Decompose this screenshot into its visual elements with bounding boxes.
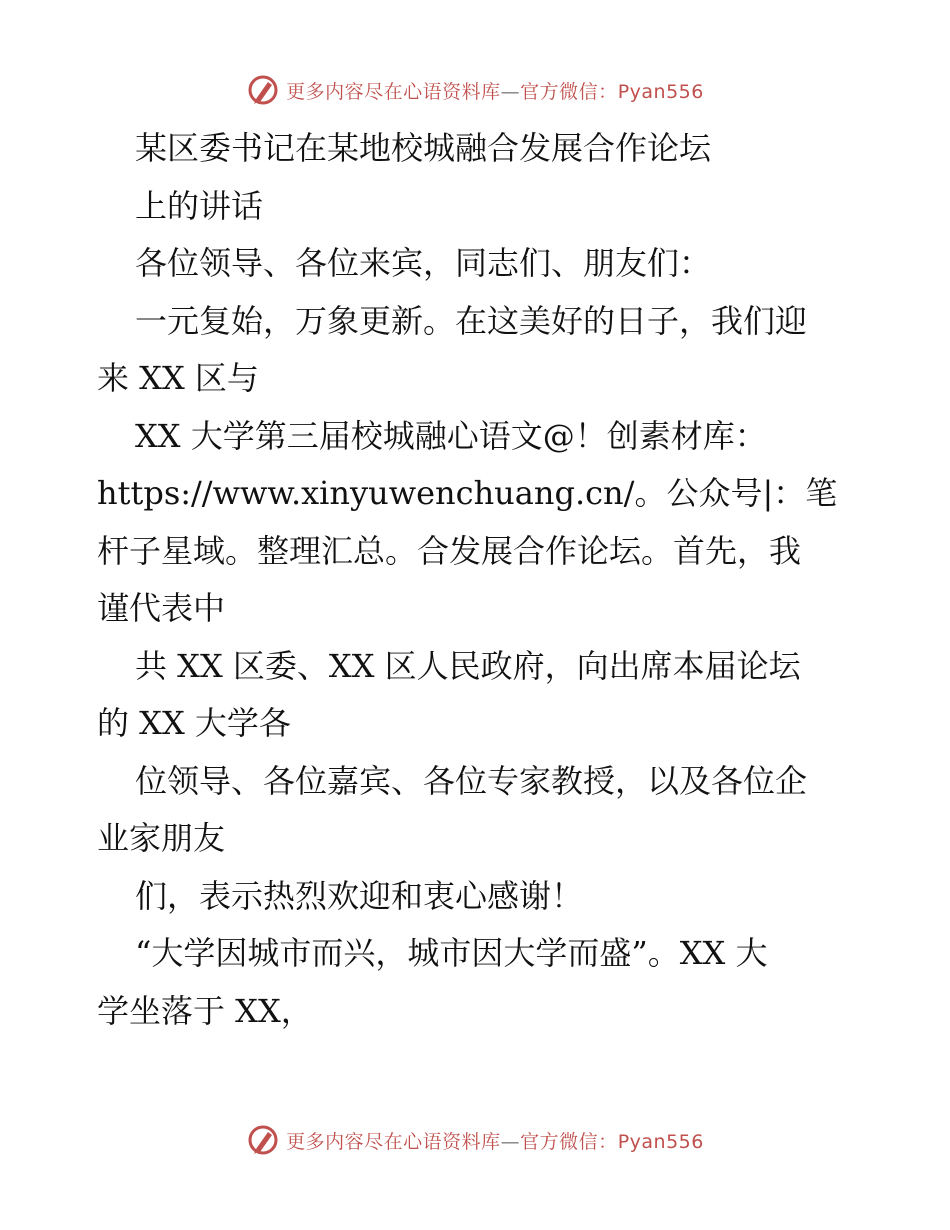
banner-title: 更多内容尽在心语资料库 xyxy=(286,1130,501,1153)
banner-dash: — xyxy=(500,1130,521,1153)
header-banner xyxy=(0,70,950,110)
paragraph-line: 们，表示热烈欢迎和衷心感谢！ xyxy=(135,876,584,915)
paragraph-line: 谨代表中 xyxy=(97,589,226,627)
paragraph-line: 位领导、各位嘉宾、各位专家教授，以及各位企 xyxy=(135,761,808,800)
paragraph-line: 来 XX 区与 xyxy=(97,359,259,397)
salutation: 各位领导、各位来宾，同志们、朋友们： xyxy=(135,244,712,282)
banner-wechat-label: 官方微信： xyxy=(520,80,618,103)
paragraph-line: 业家朋友 xyxy=(97,819,226,857)
banner-dash: — xyxy=(500,80,521,103)
title-line-2: 上的讲话 xyxy=(135,186,264,225)
title-line-1: 某区委书记在某地校城融合发展合作论坛 xyxy=(135,129,712,167)
banner-wechat-id: Pyan556 xyxy=(617,1130,704,1153)
document-body xyxy=(97,120,857,1040)
pen-logo-icon xyxy=(246,73,280,107)
footer-banner xyxy=(0,1120,950,1160)
banner-wechat-label: 官方微信： xyxy=(520,1130,618,1153)
paragraph-line: 杆子星域。整理汇总。合发展合作论坛。首先，我 xyxy=(97,531,802,570)
pen-logo-icon xyxy=(246,1123,280,1157)
paragraph-line: 共 XX 区委、XX 区人民政府，向出席本届论坛 xyxy=(135,646,801,685)
paragraph-line: 学坐落于 XX， xyxy=(97,991,313,1030)
paragraph-line: “大学因城市而兴，城市因大学而盛”。XX 大 xyxy=(135,934,768,972)
paragraph-line: 的 XX 大学各 xyxy=(97,704,291,742)
paragraph-line: 一元复始，万象更新。在这美好的日子，我们迎 xyxy=(135,301,808,340)
paragraph-line: XX 大学第三届校城融心语文@！创素材库： xyxy=(135,416,767,455)
paragraph-line: https://www.xinyuwenchuang.cn/。公众号|：笔 xyxy=(97,474,838,512)
banner-wechat-id: Pyan556 xyxy=(617,80,704,103)
banner-title: 更多内容尽在心语资料库 xyxy=(286,80,501,103)
